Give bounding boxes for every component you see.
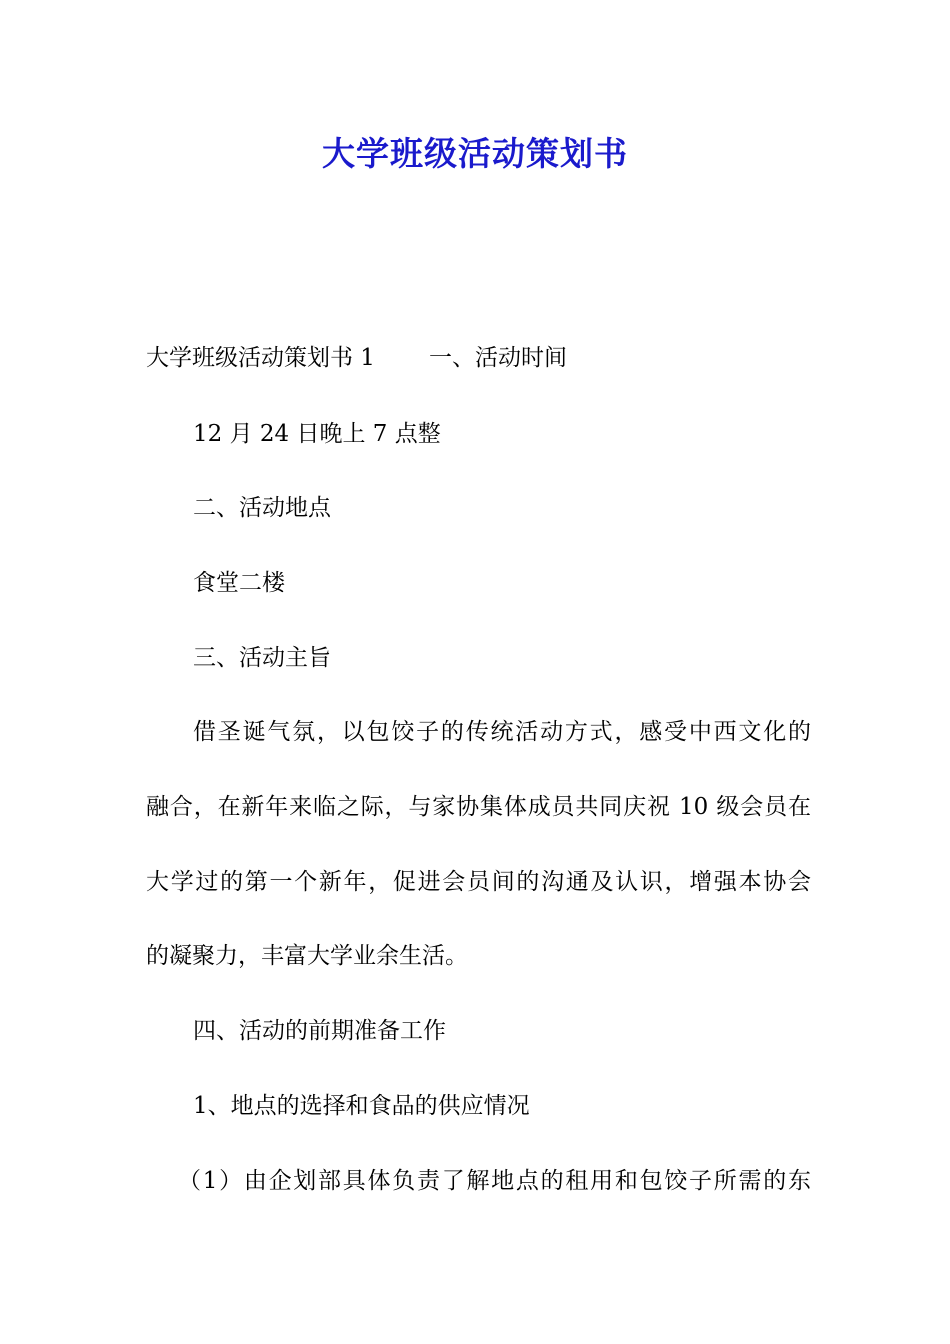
section-heading-preparation: 四、活动的前期准备工作 xyxy=(193,1018,446,1044)
section-heading-purpose: 三、活动主旨 xyxy=(193,645,331,671)
section-heading-time: 一、活动时间 xyxy=(428,345,567,371)
section-heading-location: 二、活动地点 xyxy=(193,495,331,521)
document-subtitle: 大学班级活动策划书 1 xyxy=(146,345,375,371)
document-title: 大学班级活动策划书 xyxy=(322,134,628,173)
heading-line xyxy=(146,342,811,374)
paragraph-line: 融合，在新年来临之际，与家协集体成员共同庆祝 10 级会员在 xyxy=(146,794,811,820)
paragraph-line: 借圣诞气氛，以包饺子的传统活动方式，感受中西文化的 xyxy=(193,719,811,745)
subsection-heading: 1、地点的选择和食品的供应情况 xyxy=(193,1093,530,1119)
paragraph-line: 的凝聚力，丰富大学业余生活。 xyxy=(146,943,468,969)
location-value: 食堂二楼 xyxy=(193,570,285,596)
list-item-line: （1）由企划部具体负责了解地点的租用和包饺子所需的东 xyxy=(178,1168,811,1194)
time-value: 12 月 24 日晚上 7 点整 xyxy=(193,421,441,447)
paragraph-line: 大学过的第一个新年，促进会员间的沟通及认识，增强本协会 xyxy=(146,869,811,895)
